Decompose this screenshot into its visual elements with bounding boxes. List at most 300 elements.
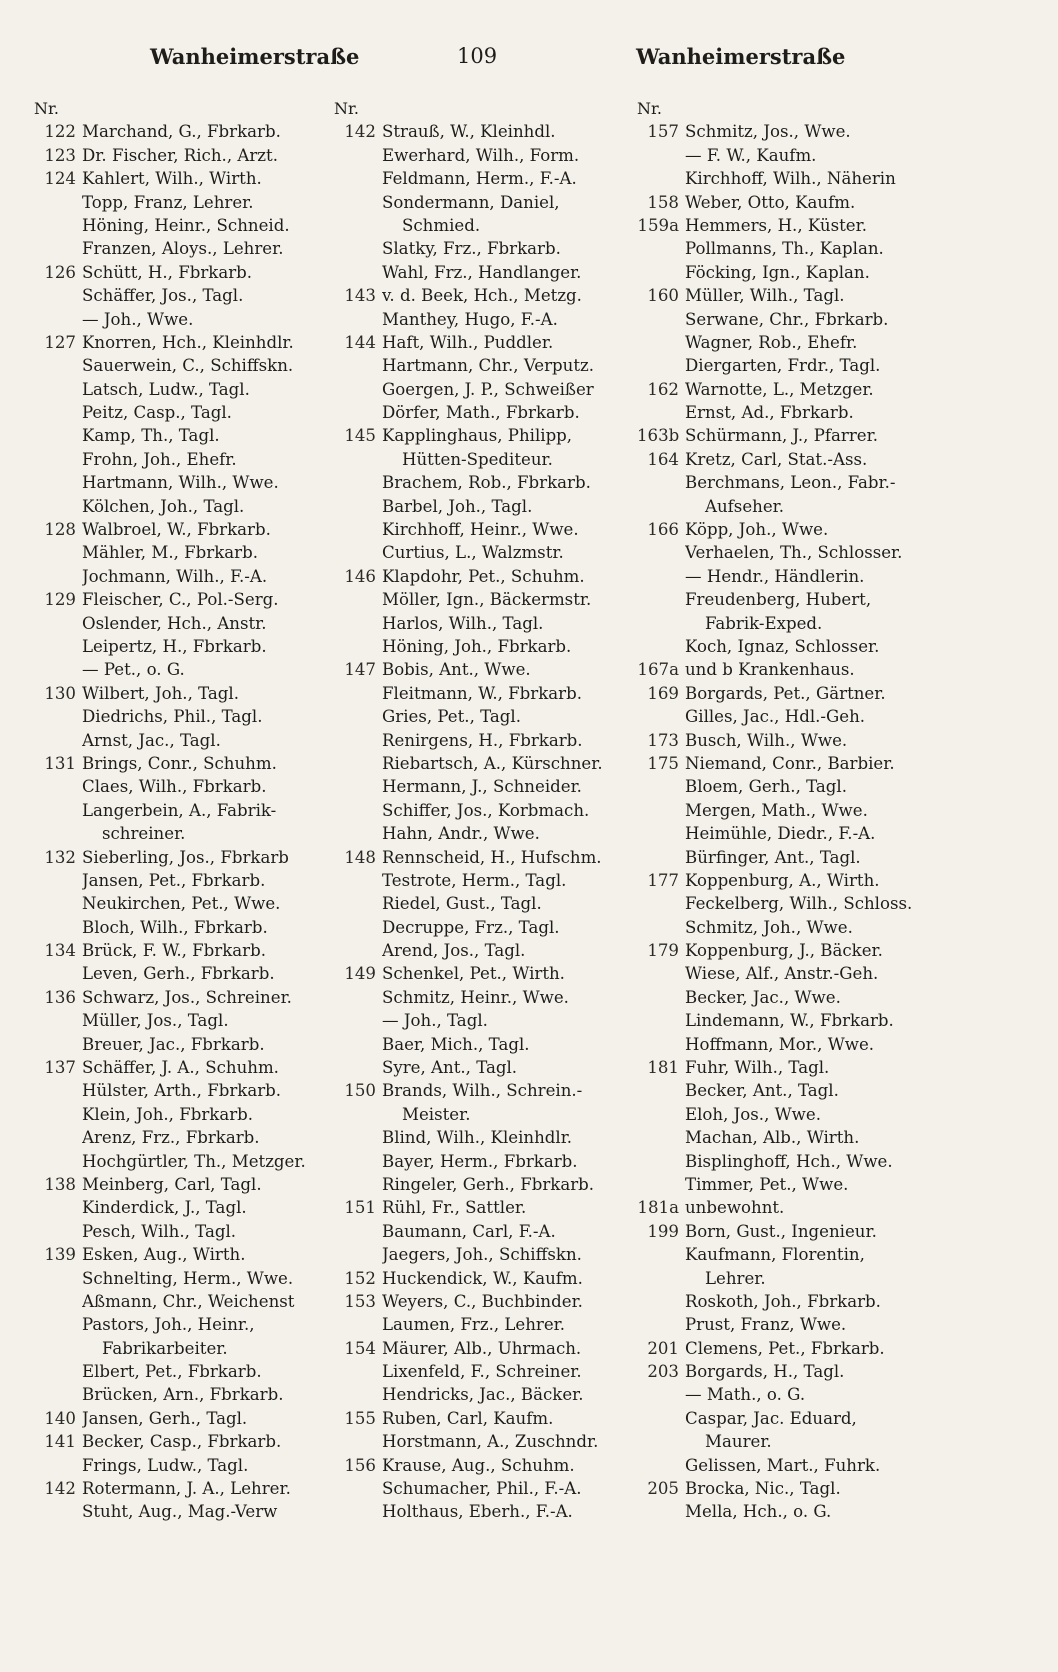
resident-entry: Kretz, Carl, Stat.-Ass. bbox=[685, 449, 868, 469]
directory-entry bbox=[34, 237, 334, 260]
directory-entry bbox=[637, 775, 947, 798]
house-number bbox=[334, 354, 382, 377]
resident-entry: Möller, Ign., Bäckermstr. bbox=[382, 590, 592, 610]
directory-entry bbox=[34, 378, 334, 401]
house-number bbox=[637, 565, 685, 588]
directory-entry bbox=[637, 658, 947, 681]
directory-entry bbox=[34, 1243, 334, 1266]
directory-entry bbox=[334, 588, 634, 611]
directory-entry bbox=[34, 1033, 334, 1056]
column-heading: Nr. bbox=[334, 99, 359, 118]
directory-entry bbox=[637, 401, 947, 424]
resident-entry: Wiese, Alf., Anstr.-Geh. bbox=[685, 964, 879, 984]
resident-entry: Weber, Otto, Kaufm. bbox=[685, 192, 856, 212]
house-number bbox=[334, 775, 382, 798]
directory-entry bbox=[334, 1033, 634, 1056]
resident-entry: Bürfinger, Ant., Tagl. bbox=[685, 847, 861, 867]
house-number: 142 bbox=[344, 122, 376, 142]
resident-entry: Schmitz, Jos., Wwe. bbox=[685, 122, 851, 142]
directory-entry bbox=[637, 939, 947, 962]
directory-entry bbox=[637, 1383, 947, 1406]
directory-entry bbox=[334, 354, 634, 377]
directory-entry bbox=[334, 682, 634, 705]
column-3 bbox=[637, 97, 947, 1524]
house-number bbox=[34, 1313, 82, 1336]
resident-entry: Latsch, Ludw., Tagl. bbox=[82, 379, 250, 399]
directory-entry bbox=[637, 1196, 947, 1219]
directory-entry bbox=[637, 869, 947, 892]
resident-entry: Caspar, Jac. Eduard, bbox=[685, 1408, 857, 1428]
resident-entry: Blind, Wilh., Kleinhdlr. bbox=[382, 1128, 573, 1148]
resident-entry: Kahlert, Wilh., Wirth. bbox=[82, 169, 262, 189]
directory-entry bbox=[334, 752, 634, 775]
directory-entry bbox=[34, 541, 334, 564]
directory-entry bbox=[34, 214, 334, 237]
directory-entry bbox=[34, 1009, 334, 1032]
house-number bbox=[34, 1196, 82, 1219]
house-number bbox=[334, 1243, 382, 1266]
house-number bbox=[334, 1173, 382, 1196]
directory-entry bbox=[637, 167, 947, 190]
directory-entry bbox=[334, 822, 634, 845]
resident-entry: Pastors, Joh., Heinr., bbox=[82, 1315, 255, 1335]
resident-entry: Kirchhoff, Wilh., Näherin bbox=[685, 169, 896, 189]
resident-entry: Warnotte, L., Metzger. bbox=[685, 379, 874, 399]
resident-entry: Gries, Pet., Tagl. bbox=[382, 707, 521, 727]
resident-entry: Walbroel, W., Fbrkarb. bbox=[82, 520, 271, 540]
directory-entry bbox=[637, 916, 947, 939]
house-number bbox=[334, 1009, 382, 1032]
directory-entry bbox=[334, 191, 634, 214]
resident-entry: Leipertz, H., Fbrkarb. bbox=[82, 636, 267, 656]
resident-entry: Schumacher, Phil., F.-A. bbox=[382, 1479, 582, 1499]
directory-entry bbox=[34, 916, 334, 939]
directory-entry bbox=[637, 191, 947, 214]
directory-entry bbox=[34, 612, 334, 635]
resident-entry: Claes, Wilh., Fbrkarb. bbox=[82, 777, 267, 797]
resident-entry: Topp, Franz, Lehrer. bbox=[82, 192, 254, 212]
resident-entry: Berchmans, Leon., Fabr.- bbox=[685, 473, 896, 493]
directory-entry bbox=[637, 518, 947, 541]
house-number bbox=[637, 1150, 685, 1173]
directory-entry bbox=[34, 846, 334, 869]
house-number: 130 bbox=[44, 683, 76, 703]
resident-entry: Niemand, Conr., Barbier. bbox=[685, 753, 895, 773]
resident-entry: Huckendick, W., Kaufm. bbox=[382, 1268, 583, 1288]
house-number: 134 bbox=[44, 941, 76, 961]
resident-entry: Rotermann, J. A., Lehrer. bbox=[82, 1479, 291, 1499]
house-number bbox=[334, 1500, 382, 1523]
house-number: 152 bbox=[344, 1268, 376, 1288]
resident-entry: Stuht, Aug., Mag.-Verw bbox=[82, 1502, 278, 1522]
resident-entry: Höning, Heinr., Schneid. bbox=[82, 215, 290, 235]
resident-entry: Schäffer, J. A., Schuhm. bbox=[82, 1058, 279, 1078]
directory-entry bbox=[334, 1056, 634, 1079]
directory-entry bbox=[34, 1407, 334, 1430]
directory-entry bbox=[334, 1500, 634, 1523]
house-number bbox=[334, 869, 382, 892]
resident-entry: Höning, Joh., Fbrkarb. bbox=[382, 636, 572, 656]
resident-entry: Ringeler, Gerh., Fbrkarb. bbox=[382, 1174, 595, 1194]
column-heading: Nr. bbox=[34, 99, 59, 118]
directory-entry bbox=[334, 471, 634, 494]
house-number bbox=[637, 261, 685, 284]
house-number bbox=[34, 424, 82, 447]
house-number bbox=[334, 799, 382, 822]
directory-entry bbox=[334, 658, 634, 681]
resident-entry: Lixenfeld, F., Schreiner. bbox=[382, 1362, 582, 1382]
directory-entry bbox=[334, 1313, 634, 1336]
directory-entry bbox=[34, 424, 334, 447]
house-number bbox=[637, 892, 685, 915]
house-number bbox=[637, 1407, 685, 1430]
resident-entry: Brachem, Rob., Fbrkarb. bbox=[382, 473, 591, 493]
directory-entry bbox=[637, 1430, 947, 1453]
resident-entry: Dörfer, Math., Fbrkarb. bbox=[382, 403, 580, 423]
resident-entry: Ewerhard, Wilh., Form. bbox=[382, 145, 580, 165]
resident-entry: — Joh., Tagl. bbox=[382, 1011, 488, 1031]
resident-entry: Gelissen, Mart., Fuhrk. bbox=[685, 1455, 881, 1475]
directory-entry bbox=[334, 635, 634, 658]
directory-entry bbox=[34, 986, 334, 1009]
house-number bbox=[334, 1033, 382, 1056]
directory-entry bbox=[334, 237, 634, 260]
house-number: 149 bbox=[344, 964, 376, 984]
house-number bbox=[334, 892, 382, 915]
resident-entry: unbewohnt. bbox=[685, 1198, 785, 1218]
directory-entry bbox=[334, 962, 634, 985]
house-number: 173 bbox=[647, 730, 679, 750]
directory-entry bbox=[637, 214, 947, 237]
house-number: 151 bbox=[344, 1198, 376, 1218]
directory-entry bbox=[637, 284, 947, 307]
resident-entry: Jaegers, Joh., Schiffskn. bbox=[382, 1245, 582, 1265]
house-number: 160 bbox=[647, 286, 679, 306]
house-number: 145 bbox=[344, 426, 376, 446]
resident-entry: — Pet., o. G. bbox=[82, 660, 185, 680]
directory-entry bbox=[34, 471, 334, 494]
house-number bbox=[34, 1267, 82, 1290]
house-number bbox=[34, 612, 82, 635]
directory-entry bbox=[334, 214, 634, 237]
resident-entry: Schäffer, Jos., Tagl. bbox=[82, 286, 244, 306]
house-number bbox=[34, 962, 82, 985]
directory-entry bbox=[334, 916, 634, 939]
resident-entry: Sondermann, Daniel, bbox=[382, 192, 560, 212]
house-number bbox=[34, 1500, 82, 1523]
house-number bbox=[34, 1360, 82, 1383]
directory-entry bbox=[34, 1454, 334, 1477]
directory-entry bbox=[637, 588, 947, 611]
resident-entry: und b Krankenhaus. bbox=[685, 660, 855, 680]
directory-entry bbox=[34, 331, 334, 354]
resident-entry: Baer, Mich., Tagl. bbox=[382, 1034, 530, 1054]
house-number bbox=[334, 1150, 382, 1173]
directory-entry bbox=[334, 1407, 634, 1430]
house-number: 148 bbox=[344, 847, 376, 867]
directory-entry bbox=[34, 1360, 334, 1383]
house-number bbox=[637, 635, 685, 658]
house-number bbox=[637, 1033, 685, 1056]
resident-entry: Koppenburg, A., Wirth. bbox=[685, 870, 880, 890]
directory-entry bbox=[637, 1103, 947, 1126]
house-number bbox=[637, 1430, 685, 1453]
resident-entry: Sieberling, Jos., Fbrkarb bbox=[82, 847, 289, 867]
directory-entry bbox=[34, 448, 334, 471]
resident-entry: Langerbein, A., Fabrik- bbox=[82, 800, 277, 820]
resident-entry: Haft, Wilh., Puddler. bbox=[382, 332, 554, 352]
directory-entry bbox=[637, 1360, 947, 1383]
resident-entry: Renirgens, H., Fbrkarb. bbox=[382, 730, 583, 750]
directory-entry bbox=[334, 120, 634, 143]
directory-entry bbox=[34, 775, 334, 798]
resident-entry: Meinberg, Carl, Tagl. bbox=[82, 1174, 262, 1194]
house-number: 136 bbox=[44, 987, 76, 1007]
directory-entry bbox=[334, 144, 634, 167]
directory-entry bbox=[637, 1056, 947, 1079]
directory-entry bbox=[34, 1477, 334, 1500]
resident-entry: Frohn, Joh., Ehefr. bbox=[82, 449, 237, 469]
resident-entry: Heimühle, Diedr., F.-A. bbox=[685, 824, 876, 844]
directory-entry bbox=[34, 1220, 334, 1243]
house-number bbox=[334, 612, 382, 635]
house-number: 146 bbox=[344, 566, 376, 586]
resident-entry: Aßmann, Chr., Weichenst bbox=[82, 1291, 295, 1311]
house-number bbox=[637, 916, 685, 939]
directory-entry bbox=[34, 1383, 334, 1406]
house-number bbox=[334, 495, 382, 518]
directory-entry bbox=[637, 612, 947, 635]
resident-entry: Roskoth, Joh., Fbrkarb. bbox=[685, 1291, 881, 1311]
resident-entry: Müller, Wilh., Tagl. bbox=[685, 286, 845, 306]
house-number bbox=[637, 822, 685, 845]
directory-entry bbox=[637, 1454, 947, 1477]
resident-entry: Curtius, L., Walzmstr. bbox=[382, 543, 564, 563]
directory-entry bbox=[34, 354, 334, 377]
directory-entry bbox=[34, 1103, 334, 1126]
house-number bbox=[34, 1079, 82, 1102]
resident-entry: Borgards, H., Tagl. bbox=[685, 1362, 845, 1382]
resident-entry: Frings, Ludw., Tagl. bbox=[82, 1455, 249, 1475]
directory-entry bbox=[334, 1126, 634, 1149]
house-number: 153 bbox=[344, 1291, 376, 1311]
directory-entry bbox=[34, 1267, 334, 1290]
resident-entry: Schürmann, J., Pfarrer. bbox=[685, 426, 878, 446]
directory-entry bbox=[334, 729, 634, 752]
directory-entry bbox=[637, 1477, 947, 1500]
directory-entry bbox=[637, 1407, 947, 1430]
resident-entry: Riedel, Gust., Tagl. bbox=[382, 894, 542, 914]
directory-entry bbox=[34, 191, 334, 214]
directory-entry bbox=[334, 939, 634, 962]
house-number: 154 bbox=[344, 1338, 376, 1358]
house-number: 181 bbox=[647, 1058, 679, 1078]
house-number bbox=[34, 892, 82, 915]
house-number bbox=[334, 541, 382, 564]
directory-entry bbox=[334, 1079, 634, 1102]
directory-entry bbox=[334, 1220, 634, 1243]
house-number bbox=[637, 962, 685, 985]
resident-entry: Manthey, Hugo, F.-A. bbox=[382, 309, 558, 329]
house-number: 140 bbox=[44, 1408, 76, 1428]
directory-entry bbox=[334, 448, 634, 471]
resident-entry: Klein, Joh., Fbrkarb. bbox=[82, 1104, 254, 1124]
resident-entry: Schnelting, Herm., Wwe. bbox=[82, 1268, 294, 1288]
house-number bbox=[34, 1383, 82, 1406]
directory-entry bbox=[637, 1500, 947, 1523]
house-number bbox=[637, 986, 685, 1009]
house-number bbox=[334, 822, 382, 845]
house-number bbox=[34, 658, 82, 681]
directory-entry bbox=[334, 846, 634, 869]
house-number bbox=[34, 284, 82, 307]
directory-entry bbox=[334, 167, 634, 190]
directory-entry bbox=[637, 471, 947, 494]
directory-entry bbox=[34, 1056, 334, 1079]
directory-entry bbox=[637, 1220, 947, 1243]
house-number bbox=[34, 495, 82, 518]
running-title-left: Wanheimerstraße bbox=[150, 44, 360, 69]
resident-entry: Hermann, J., Schneider. bbox=[382, 777, 582, 797]
directory-entry bbox=[34, 939, 334, 962]
house-number bbox=[637, 471, 685, 494]
resident-entry: Jansen, Gerh., Tagl. bbox=[82, 1408, 248, 1428]
house-number bbox=[637, 541, 685, 564]
resident-entry: Knorren, Hch., Kleinhdlr. bbox=[82, 332, 294, 352]
resident-entry: Prust, Franz, Wwe. bbox=[685, 1315, 847, 1335]
resident-entry: Schmied. bbox=[402, 215, 481, 235]
directory-entry bbox=[334, 541, 634, 564]
house-number bbox=[637, 799, 685, 822]
resident-entry: Mergen, Math., Wwe. bbox=[685, 800, 868, 820]
resident-entry: Koch, Ignaz, Schlosser. bbox=[685, 636, 880, 656]
house-number: 143 bbox=[344, 286, 376, 306]
directory-entry bbox=[34, 167, 334, 190]
house-number bbox=[334, 144, 382, 167]
house-number bbox=[334, 986, 382, 1009]
resident-entry: Fabrikarbeiter. bbox=[102, 1338, 228, 1358]
house-number bbox=[334, 237, 382, 260]
page-number: 109 bbox=[457, 44, 498, 68]
house-number bbox=[34, 729, 82, 752]
resident-entry: Testrote, Herm., Tagl. bbox=[382, 870, 567, 890]
resident-entry: Machan, Alb., Wirth. bbox=[685, 1128, 860, 1148]
house-number bbox=[34, 799, 82, 822]
directory-entry bbox=[637, 1033, 947, 1056]
running-title-right: Wanheimerstraße bbox=[636, 44, 846, 69]
house-number: 179 bbox=[647, 941, 679, 961]
resident-entry: Schwarz, Jos., Schreiner. bbox=[82, 987, 292, 1007]
directory-entry bbox=[34, 892, 334, 915]
resident-entry: Eloh, Jos., Wwe. bbox=[685, 1104, 821, 1124]
directory-entry bbox=[34, 1150, 334, 1173]
directory-entry bbox=[34, 401, 334, 424]
resident-entry: Hemmers, H., Küster. bbox=[685, 215, 867, 235]
directory-entry bbox=[34, 261, 334, 284]
directory-entry bbox=[637, 1290, 947, 1313]
house-number bbox=[34, 541, 82, 564]
directory-entry bbox=[334, 284, 634, 307]
house-number: 166 bbox=[647, 520, 679, 540]
resident-entry: Diedrichs, Phil., Tagl. bbox=[82, 707, 263, 727]
house-number bbox=[637, 705, 685, 728]
directory-entry bbox=[334, 378, 634, 401]
house-number bbox=[637, 354, 685, 377]
page-header bbox=[0, 44, 1058, 84]
house-number bbox=[34, 191, 82, 214]
resident-entry: Brocka, Nic., Tagl. bbox=[685, 1479, 841, 1499]
resident-entry: Goergen, J. P., Schweißer bbox=[382, 379, 594, 399]
directory-entry bbox=[637, 986, 947, 1009]
resident-entry: Borgards, Pet., Gärtner. bbox=[685, 683, 886, 703]
directory-entry bbox=[34, 120, 334, 143]
resident-entry: Diergarten, Frdr., Tagl. bbox=[685, 356, 881, 376]
directory-entry bbox=[637, 541, 947, 564]
resident-entry: Hochgürtler, Th., Metzger. bbox=[82, 1151, 306, 1171]
house-number: 132 bbox=[44, 847, 76, 867]
directory-entry bbox=[334, 1243, 634, 1266]
house-number: 181a bbox=[637, 1198, 679, 1218]
resident-entry: Clemens, Pet., Fbrkarb. bbox=[685, 1338, 885, 1358]
directory-entry bbox=[637, 822, 947, 845]
resident-entry: Franzen, Aloys., Lehrer. bbox=[82, 239, 284, 259]
house-number: 177 bbox=[647, 870, 679, 890]
resident-entry: Dr. Fischer, Rich., Arzt. bbox=[82, 145, 278, 165]
directory-entry bbox=[637, 144, 947, 167]
house-number: 147 bbox=[344, 660, 376, 680]
house-number: 158 bbox=[647, 192, 679, 212]
directory-entry bbox=[637, 799, 947, 822]
resident-entry: Hendricks, Jac., Bäcker. bbox=[382, 1385, 584, 1405]
column-heading: Nr. bbox=[637, 99, 662, 118]
house-number: 129 bbox=[44, 590, 76, 610]
directory-entry bbox=[637, 705, 947, 728]
house-number: 128 bbox=[44, 520, 76, 540]
resident-entry: Jansen, Pet., Fbrkarb. bbox=[82, 870, 266, 890]
directory-entry bbox=[334, 1337, 634, 1360]
house-number bbox=[637, 1009, 685, 1032]
resident-entry: Becker, Jac., Wwe. bbox=[685, 987, 841, 1007]
directory-entry bbox=[334, 331, 634, 354]
house-number bbox=[637, 1173, 685, 1196]
resident-entry: — F. W., Kaufm. bbox=[685, 145, 817, 165]
directory-entry bbox=[34, 1337, 334, 1360]
resident-entry: Riebartsch, A., Kürschner. bbox=[382, 753, 603, 773]
house-number bbox=[334, 588, 382, 611]
house-number bbox=[637, 1243, 685, 1266]
directory-entry bbox=[637, 1313, 947, 1336]
resident-entry: Bobis, Ant., Wwe. bbox=[382, 660, 531, 680]
directory-entry bbox=[637, 448, 947, 471]
directory-entry bbox=[334, 1360, 634, 1383]
directory-entry bbox=[34, 1079, 334, 1102]
resident-entry: Meister. bbox=[402, 1104, 471, 1124]
resident-entry: Oslender, Hch., Anstr. bbox=[82, 613, 267, 633]
house-number bbox=[34, 214, 82, 237]
house-number bbox=[637, 588, 685, 611]
directory-entry bbox=[637, 892, 947, 915]
directory-entry bbox=[334, 308, 634, 331]
directory-entry bbox=[637, 495, 947, 518]
house-number: 131 bbox=[44, 753, 76, 773]
house-number bbox=[637, 144, 685, 167]
house-number: 159a bbox=[637, 215, 679, 235]
resident-entry: Brings, Conr., Schuhm. bbox=[82, 753, 277, 773]
house-number bbox=[34, 1009, 82, 1032]
resident-entry: v. d. Beek, Hch., Metzg. bbox=[382, 286, 582, 306]
house-number bbox=[637, 775, 685, 798]
house-number: 169 bbox=[647, 683, 679, 703]
